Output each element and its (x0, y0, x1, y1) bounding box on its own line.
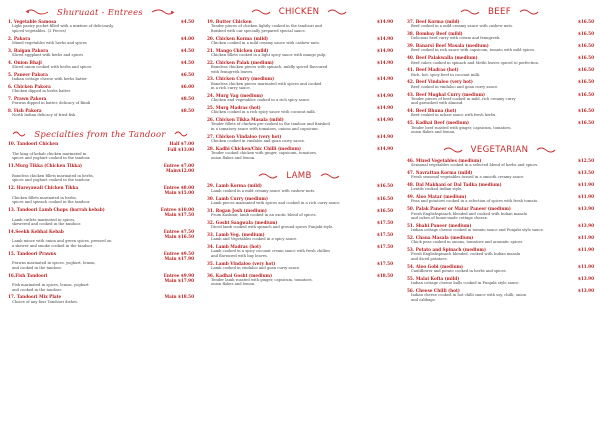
item-name: 13. Tandoori Lamb Chops (barrah kebab) (8, 206, 105, 212)
item-price-secondary: Main $15.00 (164, 190, 194, 196)
item-price: $16.50 (577, 43, 594, 49)
item-description: Lamb pieces marinated with spices and cooked in a rich curry sauce. (211, 200, 341, 205)
menu-item (201, 117, 397, 131)
item-description: Mixed vegetables with herbs and spices (12, 40, 87, 45)
item-name: 23. Chicken Curry (medium) (207, 76, 275, 82)
menu-item (201, 244, 397, 258)
column-left (2, 4, 198, 307)
section-title: BEEF (488, 6, 511, 17)
menu-item (201, 261, 397, 271)
ornament-left-icon (25, 8, 49, 16)
item-price: Entree $7.00 (163, 163, 194, 169)
menu-item (401, 206, 598, 220)
item-price: Entree $9.50 (163, 250, 194, 256)
item-description: Sliced onion cooked with herbs and spices (12, 65, 92, 70)
item-name: 29. Lamb Korma (mild) (207, 183, 262, 189)
item-name: 24. Murg Vag (medium) (207, 92, 264, 98)
menu-item (201, 232, 397, 242)
menu-item (401, 19, 598, 29)
item-name: 45. Kadhai Beef (medium) (407, 120, 470, 126)
item-name: 4. Onion Bhaji (8, 59, 42, 65)
menu-item (2, 19, 198, 33)
menu-item (201, 183, 397, 193)
item-description: Chick peas cooked in onions, tomatoes and aromatic spices. (411, 240, 524, 245)
item-name: 11.Murg Tikka (Chicken Tikka) (8, 163, 83, 169)
item-description: Chicken fillets marinated in herbs, (12, 195, 77, 200)
item-description: and cabbage. (411, 297, 437, 302)
item-name: 41. Beef Madras (hot) (407, 67, 459, 73)
item-description: and cooked in the tandoor. (12, 265, 62, 270)
item-price: $11.90 (577, 263, 594, 269)
ornament-right-icon (536, 146, 556, 154)
item-description: Chicken and vegetables cooked in a rich spicy sauce. (211, 98, 311, 103)
menu-item (2, 294, 198, 304)
item-description: and diced potatoes. (411, 256, 448, 261)
item-name: 21. Mango Chicken (mild) (207, 47, 269, 53)
menu-item (401, 108, 598, 118)
item-name: 37. Beef Korma (mild) (407, 19, 460, 24)
item-name: 31. Rogan Josh (medium) (207, 207, 267, 213)
item-name: 28. Kadhi Chicken/Chic Chilli (medium) (207, 145, 301, 151)
vegetarian-list (401, 158, 598, 305)
item-name: 25. Murg Madras (hot) (207, 105, 261, 111)
item-description: Fish marinated in spices, lemon, yoghurt (12, 283, 89, 288)
item-price: $16.50 (577, 120, 594, 126)
item-name: 36. Kadhai Gosht (medium) (207, 272, 273, 278)
menu-item (201, 196, 397, 206)
item-description: Delicious beef curry with cream and fenugreek. (411, 36, 501, 41)
menu-item (401, 182, 598, 192)
item-name: 55. Malai Kofta (mild) (407, 275, 460, 281)
column-right (401, 4, 598, 304)
menu-item (2, 72, 198, 82)
item-name: 2. Pakora (8, 35, 31, 41)
item-price: $13.50 (577, 169, 594, 175)
menu-item (201, 36, 397, 46)
section-title: VEGETARIAN (470, 145, 529, 156)
item-name: 14.Seekh Kebhai Kebab (8, 228, 64, 234)
item-price: $16.50 (376, 183, 393, 189)
item-price: $6.00 (180, 83, 194, 89)
item-description: Chicken cooked in vindaloo and goan curry sauce. (211, 139, 306, 144)
menu-item (401, 223, 598, 233)
item-price: $8.50 (180, 96, 194, 102)
item-description: Beef cooked in rich sauce with capsicum, tomato with mild spices. (411, 48, 536, 53)
item-description: onion flakes and lemon. (211, 282, 256, 287)
menu-item (401, 43, 598, 53)
item-description: a skewer and smoke cooked in the tandoor (12, 243, 93, 248)
item-name: 17. Tandoori Mix Plate (8, 294, 62, 300)
menu-item (2, 96, 198, 106)
menu-item (2, 251, 198, 271)
menu-item (201, 134, 397, 144)
menu-item (401, 92, 598, 106)
item-description: Tender fillets of chicken pre-cooked in the tandoor and finished (211, 122, 330, 127)
item-name: 20. Chicken Korma (mild) (207, 35, 268, 41)
menu-item (2, 229, 198, 249)
item-name: 38. Bombay Beef (mild) (407, 31, 463, 37)
item-price: $14.90 (376, 117, 393, 123)
item-name: 33. Lamb Veg. (medium) (207, 231, 265, 237)
item-description: Boneless chicken pieces with spinach, mildly spiced flavoured (211, 65, 328, 70)
item-description: Lamb cutlets marinated in spices, (12, 217, 76, 222)
section-title: CHICKEN (278, 6, 320, 17)
item-description: Indian cottage cheese cooked in tomato sauce and Punjabi style sauce. (411, 228, 544, 233)
section-header-entrees (2, 4, 198, 19)
item-price: Entree $7.50 (163, 228, 194, 234)
item-description: Fresh Englishspinach blended and cooked with Indian masala (411, 211, 527, 216)
item-description: and cubes of home-made cottage cheese. (411, 216, 489, 221)
menu-item (2, 60, 198, 70)
item-name: 54. Aloo Gobi (medium) (407, 263, 464, 269)
item-price: $16.50 (577, 108, 594, 114)
item-price: Entree $9.90 (163, 272, 194, 278)
menu-item (401, 55, 598, 65)
item-description: onion flakes and lemon. (211, 155, 256, 160)
lamb-list (201, 183, 397, 289)
item-price: $13.90 (577, 275, 594, 281)
item-price: $16.50 (577, 91, 594, 97)
item-price: $16.50 (577, 19, 594, 24)
item-description: Fresh Englishspinach blended, cooked with Indian masala (411, 252, 521, 257)
section-header-lamb (201, 168, 397, 183)
menu-item (401, 79, 598, 89)
item-description: Beef cubes cooked in spinach and Methi leaves spiced to perfection. (411, 60, 540, 65)
item-name: 44. Beef Bhuna (hot) (407, 108, 457, 114)
beef-list (401, 19, 598, 137)
item-name: 30. Lamb Curry (medium) (207, 195, 268, 201)
ornament-left-icon (251, 8, 271, 16)
item-price: $14.90 (376, 76, 393, 82)
item-description: in a tomatoey sauce with tomatoes, onions and capsicum. (211, 126, 319, 131)
item-price-secondary: Main $17.90 (164, 277, 194, 283)
item-price: $4.50 (180, 59, 194, 65)
menu-item (201, 93, 397, 103)
item-name: 43. Beef Mughal Curry (medium) (407, 91, 486, 97)
item-name: 5. Paneer Pakora (8, 71, 48, 77)
item-price: $18.50 (376, 272, 393, 278)
item-name: 34. Lamb Madras (hot) (207, 243, 261, 249)
menu-item (401, 247, 598, 261)
item-price: $8.50 (180, 108, 194, 114)
item-description: spices and spinach cooked in the tandoor. (12, 200, 91, 205)
section-title: Specialties from the Tandoor (34, 128, 166, 139)
item-price: $14.90 (376, 105, 393, 111)
item-price: $14.90 (376, 19, 393, 24)
item-name: 6. Chicken Pakora (8, 83, 51, 89)
item-description: and flavoured with bay leaves. (211, 253, 268, 258)
item-name: 3. Baigan Pakora (8, 47, 49, 53)
item-price: $13.90 (577, 222, 594, 228)
item-description: Lamb mince with onion and green spices, pressed on (12, 239, 112, 244)
item-price: $14.90 (376, 47, 393, 53)
item-description: Tender cooked chicken with ginger, capsicum, tomatoes, (211, 151, 318, 156)
item-name: 10. Tandoori Chicken (8, 141, 59, 147)
item-description: Indian cottage cheese with herbs batter (12, 77, 87, 82)
item-description: Indian cheese cooked in hot chilli sauce with soy, chilli, onion (411, 293, 527, 298)
item-price: $6.50 (180, 71, 194, 77)
item-price: $11.90 (577, 247, 594, 252)
item-name: 52. Chana Masala (medium) (407, 234, 474, 240)
item-price: $14.90 (376, 92, 393, 98)
menu-item (2, 163, 198, 183)
section-header-vegetarian (401, 143, 598, 158)
menu-item (401, 170, 598, 180)
item-name: 56. Cheese Chilli (hot) (407, 287, 460, 293)
item-description: Tender lamb roasted with ginger, capsicum, tomatoes, (211, 277, 313, 282)
item-name: 50. Palak Paneer or Matar Paneer (medium) (407, 206, 511, 212)
item-description: Peas and potatoes cooked in a selection of spices with fresh tomato. (411, 199, 539, 204)
item-price: $13.90 (577, 206, 594, 212)
item-description: Tender pieces of beef cooked in mild, rich creamy curry (411, 96, 516, 101)
menu-item (2, 207, 198, 227)
item-price: $16.50 (577, 55, 594, 61)
item-name: 53. Potato and Spinach (medium) (407, 247, 486, 252)
item-description: Beef cooked in vindaloo and goan curry sauce. (411, 84, 499, 89)
item-price: $13.90 (577, 287, 594, 293)
item-name: 35. Lamb Vindaloo (very hot) (207, 260, 276, 266)
section-header-beef (401, 4, 598, 19)
item-description: Tender beef roasted with ginger, capsicum, tomatoes, (411, 125, 512, 130)
ornament-left-icon (12, 130, 26, 138)
item-description: North Indian delicacy of fried fish (12, 113, 76, 118)
entrees-list (2, 19, 198, 120)
item-description: skewered and cooked in the tandoor. (12, 222, 82, 227)
menu-item (201, 146, 397, 160)
item-description: Light pastry pocket filled with a mixture of deliciously (12, 24, 114, 29)
item-description: Indian cottage cheese balls cooked in Punjabi style sauce. (411, 280, 520, 285)
item-name: 7. Prawn Pakora (8, 96, 47, 102)
item-price: Entree $8.00 (163, 185, 194, 191)
item-description: and cooked in the tandoor. (12, 287, 62, 292)
ornament-left-icon (460, 8, 480, 16)
item-description: spices and yoghurt cooked in the tandoor. (12, 178, 91, 183)
item-description: finished with our specially prepared special sauce. (211, 28, 306, 33)
item-price: $16.50 (376, 207, 393, 213)
item-name: 51. Shahi Paneer (medium) (407, 222, 472, 228)
item-description: Beef cooked in achari sauce with fresh herbs. (411, 113, 497, 118)
item-description: Chicken fillets cooked in a light spicy sauce with mango pulp. (211, 52, 327, 57)
menu-item (2, 108, 198, 118)
item-description: onion flakes and lemon. (411, 130, 456, 135)
item-price: $4.50 (180, 19, 194, 24)
item-price: Entree $10.00 (160, 206, 194, 212)
item-name: 40. Beef Palakwalla (medium) (407, 55, 478, 61)
chicken-list (201, 19, 397, 162)
item-description: Boneless chicken pieces marinated with spices and cooked (211, 81, 322, 86)
item-description: Lamb cooked in a spicy coconut cream sauce with fresh chillies (211, 249, 331, 254)
item-name: 49. Aloo Matar (medium) (407, 194, 467, 200)
menu-item (201, 48, 397, 58)
menu-item (2, 185, 198, 205)
tandoor-list (2, 141, 198, 306)
item-price-secondary: Main $16.50 (164, 234, 194, 240)
menu-item (2, 84, 198, 94)
item-name: 12. Hareyawali Chicken Tikka (8, 185, 79, 191)
item-description: Prawns dipped in batter, delicacy of Bindi (12, 101, 91, 106)
item-price: $17.50 (376, 243, 393, 249)
item-description: Lamb cooked in vindaloo and goan curry sauce. (211, 265, 301, 270)
menu-item (401, 194, 598, 204)
item-price: $16.50 (376, 195, 393, 201)
menu-item (401, 67, 598, 77)
item-name: 46. Mixed Vegetables (medium) (407, 157, 482, 163)
item-price-secondary: Main$12.00 (165, 168, 194, 174)
section-header-tandoor (2, 126, 198, 141)
item-price-secondary: Main $17.90 (164, 256, 194, 261)
menu-item (401, 235, 598, 245)
item-description: Cauliflower and potato cooked in herbs and spices. (411, 268, 507, 273)
item-description: Chicken cooked in a rich spicy sauce with coconut milk. (211, 110, 316, 115)
item-description: Lamb and Vegetables cooked in a spicy sauce. (211, 237, 298, 242)
item-price: $11.90 (577, 194, 594, 200)
menu-item (201, 60, 397, 74)
item-price: $11.90 (577, 182, 594, 188)
menu-item (401, 264, 598, 274)
item-description: spices and yoghurt cooked in the tandoor. (12, 156, 91, 161)
item-description: Boneless chicken fillets marinated in herbs, (12, 173, 94, 178)
menu-item (401, 31, 598, 41)
menu-item (401, 288, 598, 302)
item-description: Sliced eggplant with herbs and spices (12, 52, 84, 57)
section-title: Shuruaat - Entrees (57, 6, 143, 17)
menu-item (201, 208, 397, 218)
item-description: Chicken cooked in a mild creamy sauce with cashew nuts. (211, 40, 320, 45)
item-description: Choice of any four Tandoori dishes. (12, 299, 79, 304)
item-price: $16.50 (577, 67, 594, 73)
item-name: 8. Fish Pakora (8, 108, 42, 114)
ornament-left-icon (258, 172, 278, 180)
item-name: 39. Banarsi Beef Masala (medium) (407, 43, 489, 49)
item-price-secondary: Main $17.50 (164, 212, 194, 218)
item-description: Beef cooked in a mild creamy sauce with cashew nuts. (411, 24, 514, 29)
item-name: 1. Vegetable Samosa (8, 19, 57, 24)
ornament-right-icon (519, 8, 539, 16)
item-description: Rich, hot, spicy beef in coconut milk. (411, 72, 481, 77)
item-price-secondary: Full $13.00 (167, 146, 194, 152)
menu-item (201, 19, 397, 33)
section-title: LAMB (286, 170, 312, 181)
item-name: 16.Fish Tandoori (8, 272, 48, 278)
menu-item (2, 273, 198, 293)
menu-item (401, 276, 598, 286)
item-description: Lamb cooked in a mild creamy sauce with cashew nuts. (211, 188, 316, 193)
item-description: Lentils cooked Indian style. (411, 187, 463, 192)
item-price: $12.50 (577, 157, 594, 163)
item-description: Chicken dipped in herbs batter (12, 89, 71, 94)
item-description: Fresh seasonal vegetables tossed in a smooth creamy sauce. (411, 175, 525, 180)
item-name: 22. Chicken Palak (medium) (207, 59, 274, 65)
item-price: Half $7.00 (169, 141, 194, 147)
item-price: $11.90 (577, 234, 594, 240)
item-description: spiced vegetables. (2 Pieces) (12, 28, 67, 33)
item-price: $16.50 (577, 31, 594, 37)
item-name: 15. Tandoori Prawns (8, 250, 57, 256)
menu-item (201, 220, 397, 230)
item-price: $14.90 (376, 133, 393, 139)
item-name: 32. Gosht Saagwala (medium) (207, 219, 278, 225)
menu-item (2, 36, 198, 46)
item-name: 47. Navrattan Korma (mild) (407, 169, 473, 175)
column-middle (201, 4, 397, 289)
item-description: The king of kebab chicken marinated in (12, 151, 87, 156)
menu-item (201, 105, 397, 115)
item-price: Main $18.50 (164, 294, 194, 300)
menu-item (401, 120, 598, 134)
item-description: From Kashmir, lamb cooked in an exotic blend of spices. (211, 212, 317, 217)
item-description: and garnished with almond. (411, 101, 464, 106)
item-name: 48. Dal Makhani or Dal Tadka (medium) (407, 182, 502, 188)
item-description: Tender pieces of chicken lightly cooked in the tandoori and (211, 24, 322, 29)
item-price: $16.50 (577, 79, 594, 85)
item-price: $4.00 (180, 35, 194, 41)
ornament-right-icon (320, 172, 340, 180)
item-description: with fenugreek leaves. (211, 69, 254, 74)
item-price: $4.50 (180, 47, 194, 53)
item-price: $17.50 (376, 260, 393, 266)
item-description: in a rich curry sauce. (211, 86, 251, 91)
item-name: 19. Butter Chicken (207, 19, 252, 24)
ornament-right-icon (327, 8, 347, 16)
menu-item (401, 158, 598, 168)
item-name: 42. Beef Vindaloo (very hot) (407, 79, 473, 85)
ornament-right-icon (151, 8, 175, 16)
item-name: 26. Chicken Tikka Masala (mild) (207, 117, 284, 123)
item-description: Seasonal vegetables cooked in a selected blend of herbs and spices. (411, 163, 539, 168)
item-price: $14.90 (376, 35, 393, 41)
menu-item (2, 48, 198, 58)
item-price: $17.50 (376, 231, 393, 237)
ornament-right-icon (174, 130, 188, 138)
menu-item (201, 76, 397, 90)
item-description: Prawns marinated in spices, yoghurt, lemon, (12, 261, 96, 266)
item-price: $14.90 (376, 59, 393, 65)
menu-item (2, 141, 198, 161)
menu-item (201, 273, 397, 287)
item-price: $17.50 (376, 219, 393, 225)
section-header-chicken (201, 4, 397, 19)
item-description: Diced lamb cooked with spinach and ground spices Punjabi style. (211, 225, 334, 230)
ornament-left-icon (443, 146, 463, 154)
item-price: $14.90 (376, 145, 393, 151)
item-name: 27. Chicken Vindaloo (very hot) (207, 133, 282, 139)
